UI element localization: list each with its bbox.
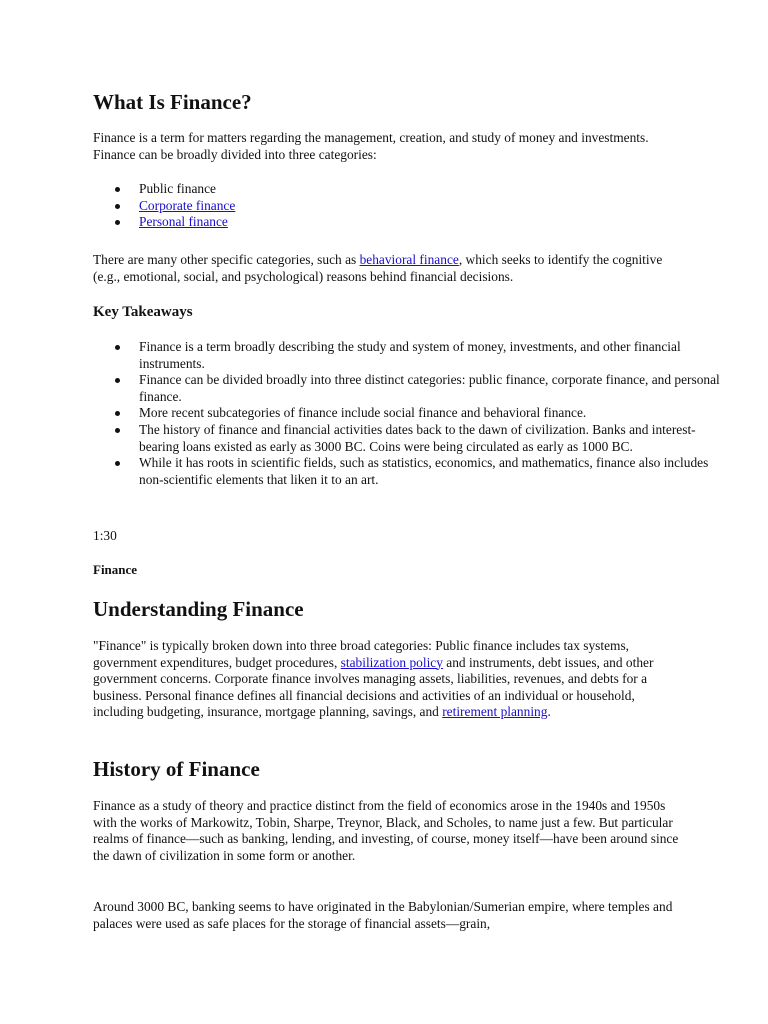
text-span: "Finance" is typically broken down into three broad categories: Public finance includes tax systems, government expenditures, budget procedures, [93,638,630,670]
text-span: , which seeks to identify the cognitive (e.g., emotional, social, and psychological) reasons behind financial decisions. [93,252,663,284]
page-title: What Is Finance? [93,90,252,114]
behavioral-finance-link[interactable]: behavioral finance [359,252,459,267]
key-takeaways-list [93,339,729,488]
intro-paragraph: Finance is a term for matters regarding the management, creation, and study of money and investments. Finance can be broadly divided into three categories: [93,130,649,162]
history-paragraph-2: Around 3000 BC, banking seems to have originated in the Babylonian/Sumerian empire, where temples and palaces were used as safe places for the storage of financial assets—grain, [93,899,673,931]
key-takeaways-heading: Key Takeaways [93,304,193,320]
list-item: Finance can be divided broadly into three distinct categories: public finance, corporate finance, and personal finance. [139,372,729,405]
understanding-paragraph [93,638,683,721]
retirement-planning-link[interactable]: retirement planning [442,704,548,720]
video-caption: Finance [93,562,138,577]
list-item [139,198,729,215]
list-item: More recent subcategories of finance include social finance and behavioral finance. [139,405,729,422]
personal-finance-link[interactable]: Personal finance [139,214,228,230]
stabilization-policy-link[interactable]: stabilization policy [340,654,443,670]
list-item [139,181,729,198]
video-duration: 1:30 [93,528,117,543]
history-heading: History of Finance [93,757,260,781]
list-item: The history of finance and financial activities dates back to the dawn of civilization. Banks and interest-bearing loans existed as early as 3000 BC. Coins were being circulated as early as 1000 BC. [139,422,729,455]
categories-list [93,181,729,231]
text-span: There are many other specific categories, such as [93,252,360,267]
history-paragraph-1: Finance as a study of theory and practice distinct from the field of economics arose in the 1940s and 1950s with the works of Markowitz, Tobin, Sharpe, Treynor, Black, and Scholes, to name just a few. But particular realms of finance—such as banking, lending, and investing, of course, money itself—have been around since the dawn of civilization in some form or another. [93,798,679,863]
list-item: While it has roots in scientific fields, such as statistics, economics, and mathematics, finance also includes non-scientific elements that liken it to an art. [139,455,729,488]
list-item [139,214,729,231]
text-span: and instruments, debt issues, and other government concerns. Corporate finance involves managing assets, liabilities, revenues, and debts for a business. Personal finance defines all financial decisions and activities of an individual or household, including budgeting, insurance, mortgage planning, savings, and [93,654,654,720]
list-item: Finance is a term broadly describing the study and system of money, investments, and other financial instruments. [139,339,729,372]
text-span: . [547,704,551,720]
corporate-finance-link[interactable]: Corporate finance [139,197,236,213]
category-public: Public finance [139,181,216,196]
other-categories-paragraph [93,252,683,285]
understanding-heading: Understanding Finance [93,597,304,621]
